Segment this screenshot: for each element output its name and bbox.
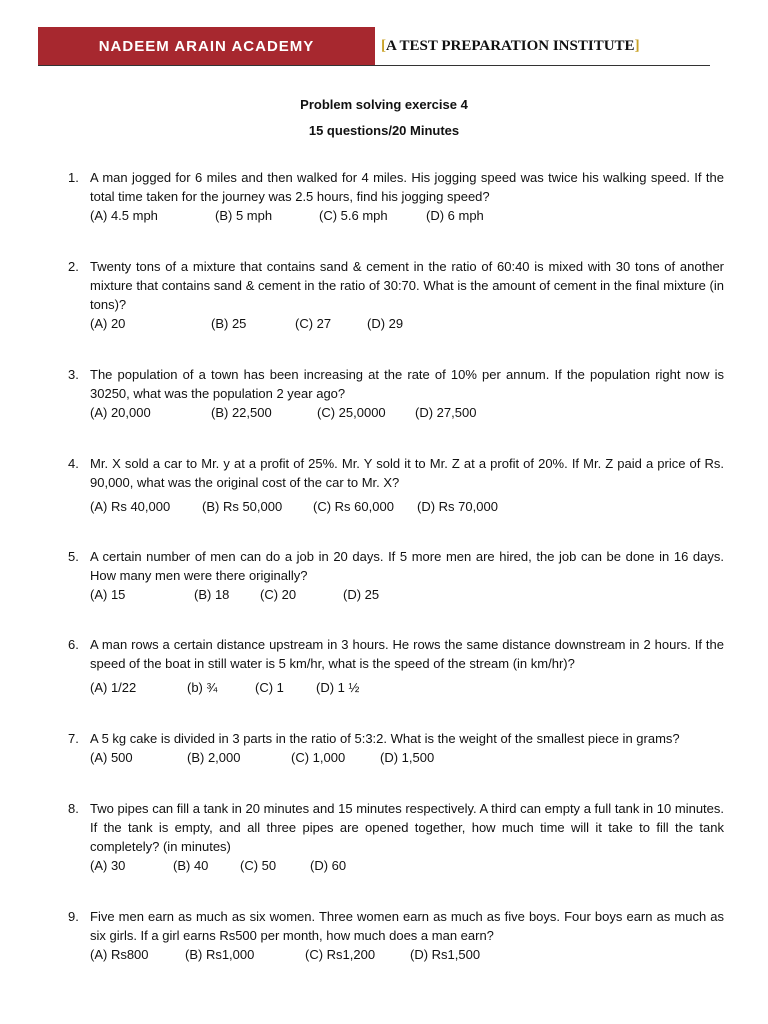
answer-options [90,945,724,964]
option-a: (A) 20 [90,316,126,331]
option-a: (A) 4.5 mph [90,208,158,223]
option-b: (B) Rs 50,000 [202,499,283,514]
option-d: (D) 1,500 [380,750,435,765]
option-c: (C) 1 [255,680,284,695]
question-list [68,168,724,964]
question-3 [68,365,724,422]
page-subtitle: 15 questions/20 Minutes [308,123,460,138]
question-text: A certain number of men can do a job in 20 days. If 5 more men are hired, the job can be done in 16 days. How many men were there originally? [90,549,724,583]
page-title: Problem solving exercise 4 [300,97,468,112]
option-b: (B) 5 mph [215,208,273,223]
question-2 [68,257,724,333]
option-c: (C) 1,000 [291,750,346,765]
option-c: (C) 25,0000 [317,405,386,420]
answer-options [90,314,724,333]
question-text: A 5 kg cake is divided in 3 parts in the ratio of 5:3:2. What is the weight of the smallest piece in grams? [90,731,680,746]
option-d: (D) 29 [367,316,404,331]
option-c: (C) 5.6 mph [319,208,388,223]
question-number: 3. [68,367,79,382]
option-b: (B) 22,500 [211,405,272,420]
option-a: (A) 500 [90,750,133,765]
option-b: (b) ¾ [187,680,218,695]
answer-options [90,678,724,697]
answer-options [90,403,724,422]
bracket-open: [ [381,37,386,54]
institute-tagline [381,27,640,65]
option-c: (C) 27 [295,316,332,331]
question-text: A man rows a certain distance upstream in 3 hours. He rows the same distance downstream in 2 hours. If the speed of the boat in still water is 5 km/hr, what is the speed of the stream (in km/hr)? [90,637,724,671]
answer-options [90,748,724,767]
option-a: (A) 20,000 [90,405,151,420]
question-text: Five men earn as much as six women. Three women earn as much as five boys. Four boys earn as much as six girls. If a girl earns Rs500 per month, how much does a man earn? [90,909,724,943]
question-text: The population of a town has been increasing at the rate of 10% per annum. If the population right now is 30250, what was the population 2 year ago? [90,367,724,401]
question-9 [68,907,724,964]
header [38,27,710,66]
question-number: 1. [68,170,79,185]
question-number: 6. [68,637,79,652]
option-d: (D) 60 [310,858,347,873]
option-d: (D) 1 ½ [316,680,360,695]
option-a: (A) Rs 40,000 [90,499,171,514]
option-a: (A) 15 [90,587,126,602]
option-c: (C) Rs1,200 [305,947,376,962]
option-d: (D) Rs 70,000 [417,499,498,514]
answer-options [90,585,724,604]
answer-options [90,497,724,516]
question-7 [68,729,724,767]
exercise-titles [0,92,768,144]
question-text: Two pipes can fill a tank in 20 minutes and 15 minutes respectively. A third can empty a full tank in 10 minutes. If the tank is empty, and all three pipes are opened together, how much time will it take to fill the tank completely? (in minutes) [90,801,724,854]
question-text: A man jogged for 6 miles and then walked for 4 miles. His jogging speed was twice his walking speed. If the total time taken for the journey was 2.5 hours, find his jogging speed? [90,170,724,204]
option-b: (B) 40 [173,858,209,873]
question-text: Twenty tons of a mixture that contains sand & cement in the ratio of 60:40 is mixed with 30 tons of another mixture that contains sand & cement in the ratio of 30:70. What is the amount of cement in the final mixture (in tons)? [90,259,724,312]
option-c: (C) 50 [240,858,277,873]
option-d: (D) 25 [343,587,380,602]
option-d: (D) 27,500 [415,405,477,420]
question-6 [68,635,724,697]
answer-options [90,206,724,225]
tagline-text: A TEST PREPARATION INSTITUTE [386,37,635,54]
question-5 [68,547,724,604]
option-a: (A) 1/22 [90,680,137,695]
bracket-close: ] [634,37,640,54]
option-b: (B) 25 [211,316,247,331]
option-c: (C) 20 [260,587,297,602]
question-text: Mr. X sold a car to Mr. y at a profit of 25%. Mr. Y sold it to Mr. Z at a profit of 20%. If Mr. Z paid a price of Rs. 90,000, what was the original cost of the car to Mr. X? [90,456,724,490]
question-4 [68,454,724,516]
question-number: 2. [68,259,79,274]
option-d: (D) Rs1,500 [410,947,481,962]
question-number: 7. [68,731,79,746]
option-d: (D) 6 mph [426,208,484,223]
option-b: (B) 2,000 [187,750,241,765]
option-a: (A) 30 [90,858,126,873]
question-number: 9. [68,909,79,924]
question-8 [68,799,724,875]
option-a: (A) Rs800 [90,947,149,962]
question-number: 5. [68,549,79,564]
option-c: (C) Rs 60,000 [313,499,394,514]
question-number: 4. [68,456,79,471]
question-number: 8. [68,801,79,816]
question-1 [68,168,724,225]
academy-name: NADEEM ARAIN ACADEMY [38,27,375,65]
option-b: (B) Rs1,000 [185,947,255,962]
answer-options [90,856,724,875]
option-b: (B) 18 [194,587,230,602]
